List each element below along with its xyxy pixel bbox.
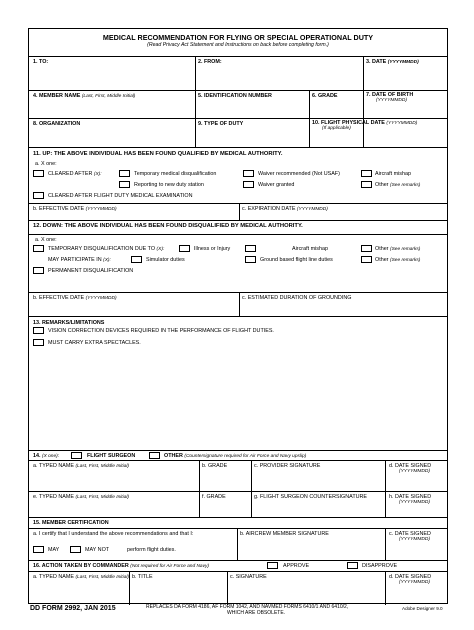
- to-field[interactable]: [31, 67, 193, 88]
- section14-label: 14. (X one):: [33, 453, 60, 459]
- date-signed-field-14d[interactable]: [387, 477, 447, 489]
- date-signed-field-14h[interactable]: [387, 508, 447, 516]
- date-signed-hint-14h: (YYYYMMDD): [399, 500, 430, 505]
- permanent-label: PERMANENT DISQUALIFICATION: [48, 268, 134, 274]
- title-label-16b: b. TITLE: [132, 574, 153, 580]
- id-number-label: 5. IDENTIFICATION NUMBER: [198, 93, 272, 99]
- certify-label: a. I certify that I understand the above recommendations and that I:: [33, 531, 194, 537]
- approve-checkbox[interactable]: [267, 562, 278, 569]
- vision-checkbox[interactable]: [33, 327, 44, 334]
- aircraft-mishap-label-12: Aircraft mishap: [292, 246, 328, 252]
- flight-physical-hint: (If applicable): [322, 126, 351, 131]
- may-label: MAY: [48, 547, 60, 553]
- flight-physical-label: 10. FLIGHT PHYSICAL DATE (YYYYMMDD): [312, 120, 418, 126]
- replaces-line2: WHICH ARE OBSOLETE.: [227, 610, 286, 616]
- other-checkbox-14[interactable]: [149, 452, 160, 459]
- may-not-checkbox[interactable]: [70, 546, 81, 553]
- type-of-duty-label: 9. TYPE OF DUTY: [198, 121, 244, 127]
- section11-xone: a. X one:: [35, 161, 57, 167]
- other-checkbox-11[interactable]: [361, 181, 372, 188]
- other-label-12: Other (See remarks): [375, 246, 421, 252]
- reporting-new-checkbox[interactable]: [119, 181, 130, 188]
- spectacles-checkbox[interactable]: [33, 339, 44, 346]
- dob-field[interactable]: [365, 105, 447, 117]
- temporary-disq-checkbox[interactable]: [33, 245, 44, 252]
- date-label: 3. DATE (YYYYMMDD): [366, 59, 419, 65]
- aircrew-signature-field[interactable]: [239, 539, 383, 559]
- cleared-after-checkbox[interactable]: [33, 170, 44, 177]
- disapprove-checkbox[interactable]: [347, 562, 358, 569]
- waiver-recommended-label: Waiver recommended (Not USAF): [258, 171, 340, 177]
- illness-checkbox[interactable]: [179, 245, 190, 252]
- section16-heading: 16. ACTION TAKEN BY COMMANDER (Not required for Air Force and Navy): [33, 563, 209, 569]
- illness-label: Illness or Injury: [194, 246, 231, 252]
- countersignature-label: g. FLIGHT SURGEON COUNTERSIGNATURE: [254, 494, 368, 500]
- temporary-medical-label: Temporary medical disqualification: [134, 171, 217, 177]
- effective-date-field-12[interactable]: [31, 302, 237, 315]
- typed-name-label-14a: a. TYPED NAME (Last, First, Middle Initial): [33, 463, 130, 469]
- grade-field-14b[interactable]: [201, 471, 249, 489]
- may-participate-label: MAY PARTICIPATE IN (X):: [48, 257, 111, 263]
- effective-date-label-12: b. EFFECTIVE DATE (YYYYMMDD): [33, 295, 117, 301]
- may-checkbox[interactable]: [33, 546, 44, 553]
- disapprove-label: DISAPPROVE: [362, 563, 398, 569]
- date-signed-hint-15c: (YYYYMMDD): [399, 537, 430, 542]
- temporary-disq-label: TEMPORARY DISQUALIFICATION DUE TO (X):: [48, 246, 165, 252]
- form-id: DD FORM 2992, JAN 2015: [30, 605, 116, 612]
- expiration-date-label: c. EXPIRATION DATE (YYYYMMDD): [242, 206, 328, 212]
- other-label-11: Other (See remarks): [375, 182, 421, 188]
- signature-field-16c[interactable]: [229, 582, 383, 603]
- organization-field[interactable]: [31, 129, 193, 145]
- id-number-field[interactable]: [197, 101, 307, 117]
- organization-label: 8. ORGANIZATION: [33, 121, 81, 127]
- date-signed-field-16d[interactable]: [387, 588, 447, 603]
- section12-heading: 12. DOWN: THE ABOVE INDIVIDUAL HAS BEEN FOUND DISQUALIFIED BY MEDICAL AUTHORITY.: [33, 223, 303, 229]
- flight-surgeon-label: FLIGHT SURGEON: [87, 453, 136, 459]
- cleared-after-label: CLEARED AFTER (X):: [48, 171, 102, 177]
- vision-label: VISION CORRECTION DEVICES REQUIRED IN THE PERFORMANCE OF FLIGHT DUTIES.: [48, 328, 274, 334]
- other-label-14: OTHER (Countersignature required for Air Force and Navy upslip): [164, 453, 307, 459]
- aircraft-mishap-checkbox-12[interactable]: [245, 245, 256, 252]
- perform-label: perform flight duties.: [127, 547, 176, 553]
- typed-name-field-14a[interactable]: [31, 471, 197, 489]
- estimated-duration-field[interactable]: [241, 302, 447, 315]
- provider-signature-label: c. PROVIDER SIGNATURE: [254, 463, 321, 469]
- waiver-recommended-checkbox[interactable]: [243, 170, 254, 177]
- date-signed-label-14d: d. DATE SIGNED: [389, 463, 432, 469]
- approve-label: APPROVE: [283, 563, 310, 569]
- member-name-field[interactable]: [31, 101, 193, 117]
- simulator-label: Simulator duties: [146, 257, 185, 263]
- temporary-medical-checkbox[interactable]: [119, 170, 130, 177]
- effective-date-label-11: b. EFFECTIVE DATE (YYYYMMDD): [33, 206, 117, 212]
- typed-name-field-16a[interactable]: [31, 582, 127, 603]
- date-signed-label-15c: c. DATE SIGNED: [389, 531, 431, 537]
- waiver-granted-label: Waiver granted: [258, 182, 295, 188]
- replaces-line1: REPLACES DA FORM 4186, AF FORM 1042, AND NAVMED FORMS 6410/1 AND 6410/2,: [146, 604, 349, 610]
- typed-name-field-14e[interactable]: [31, 502, 197, 516]
- reporting-new-label: Reporting to new duty station: [134, 182, 204, 188]
- countersignature-field[interactable]: [253, 502, 383, 516]
- cleared-after-flight-checkbox[interactable]: [33, 192, 44, 199]
- expiration-date-field[interactable]: [241, 213, 447, 219]
- section13-heading: 13. REMARKS/LIMITATIONS: [33, 320, 105, 326]
- aircraft-mishap-label: Aircraft mishap: [375, 171, 411, 177]
- grade-field-14f[interactable]: [201, 502, 249, 516]
- grade-label: 6. GRADE: [312, 93, 338, 99]
- grade-field[interactable]: [311, 101, 361, 117]
- section11-heading: 11. UP: THE ABOVE INDIVIDUAL HAS BEEN FOUND QUALIFIED BY MEDICAL AUTHORITY.: [33, 151, 283, 157]
- signature-label-16c: c. SIGNATURE: [230, 574, 267, 580]
- ground-based-checkbox[interactable]: [245, 256, 256, 263]
- aircrew-signature-label: b. AIRCREW MEMBER SIGNATURE: [240, 531, 329, 537]
- date-signed-label-16d: d. DATE SIGNED: [389, 574, 432, 580]
- other-label-12b: Other (See remarks): [375, 257, 421, 263]
- typed-name-label-14e: e. TYPED NAME (Last, First, Middle Initial): [33, 494, 130, 500]
- date-signed-label-14h: h. DATE SIGNED: [389, 494, 432, 500]
- from-label: 2. FROM:: [198, 59, 222, 65]
- may-not-label: MAY NOT: [85, 547, 110, 553]
- date-signed-hint-14d: (YYYYMMDD): [399, 469, 430, 474]
- ground-based-label: Ground based flight line duties: [260, 257, 333, 263]
- dob-label: 7. DATE OF BIRTH: [366, 92, 414, 98]
- form-subtitle: (Read Privacy Act Statement and Instructions on back before completing form.): [147, 42, 329, 48]
- designer-label: Adobe Designer 9.0: [402, 606, 443, 611]
- grade-label-14b: b. GRADE: [202, 463, 228, 469]
- date-signed-field-15c[interactable]: [387, 545, 447, 559]
- cleared-after-flight-label: CLEARED AFTER FLIGHT DUTY MEDICAL EXAMINATION: [48, 193, 193, 199]
- dd-form-2992: [28, 28, 448, 604]
- effective-date-field-11[interactable]: [31, 213, 237, 219]
- typed-name-label-16a: a. TYPED NAME (Last, First, Middle Initial): [33, 574, 130, 580]
- simulator-checkbox[interactable]: [131, 256, 142, 263]
- grade-label-14f: f. GRADE: [202, 494, 226, 500]
- type-of-duty-field[interactable]: [197, 129, 307, 145]
- member-name-label: 4. MEMBER NAME (Last, First, Middle Initial): [33, 93, 136, 99]
- provider-signature-field[interactable]: [253, 471, 383, 489]
- waiver-granted-checkbox[interactable]: [243, 181, 254, 188]
- section15-heading: 15. MEMBER CERTIFICATION: [33, 520, 109, 526]
- estimated-duration-label: c. ESTIMATED DURATION OF GROUNDING: [242, 295, 352, 301]
- spectacles-label: MUST CARRY EXTRA SPECTACLES.: [48, 340, 141, 346]
- flight-physical-field[interactable]: [311, 133, 447, 145]
- date-field[interactable]: [365, 67, 447, 88]
- dob-hint: (YYYYMMDD): [376, 98, 407, 103]
- section12-xone: a. X one:: [35, 237, 57, 243]
- aircraft-mishap-checkbox[interactable]: [361, 170, 372, 177]
- permanent-checkbox[interactable]: [33, 267, 44, 274]
- date-signed-hint-16d: (YYYYMMDD): [399, 580, 430, 585]
- form-title: MEDICAL RECOMMENDATION FOR FLYING OR SPECIAL OPERATIONAL DUTY: [102, 33, 374, 42]
- other-checkbox-12b[interactable]: [361, 256, 372, 263]
- from-field[interactable]: [197, 67, 361, 88]
- to-label: 1. TO:: [33, 59, 49, 65]
- title-field-16b[interactable]: [131, 582, 225, 603]
- other-checkbox-12[interactable]: [361, 245, 372, 252]
- flight-surgeon-checkbox[interactable]: [71, 452, 82, 459]
- remarks-textarea[interactable]: [31, 351, 447, 448]
